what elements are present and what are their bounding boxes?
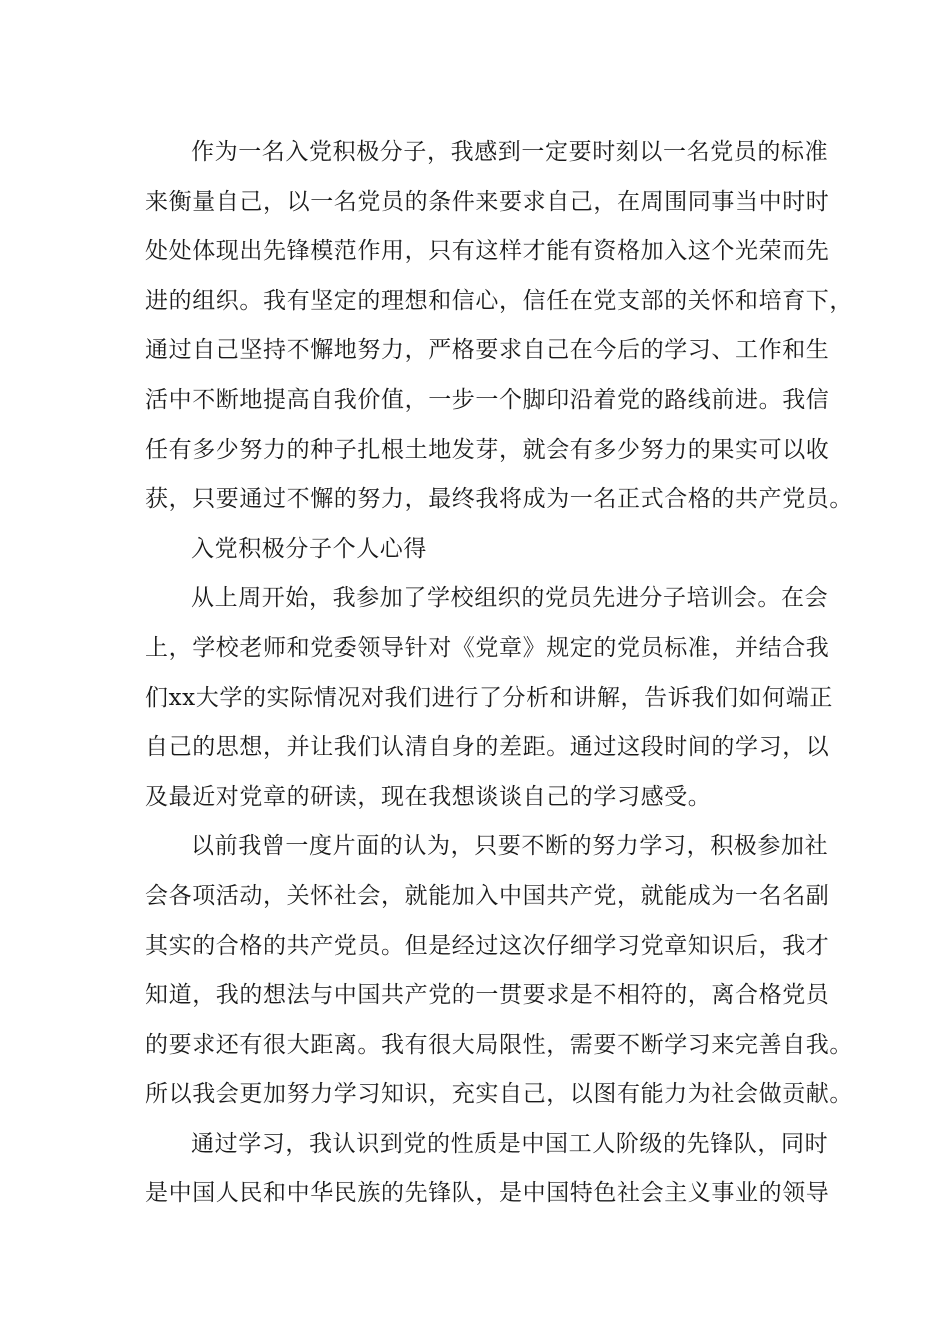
text-line: 上，学校老师和党委领导针对《党章》规定的党员标准，并结合我 (145, 634, 830, 661)
text-line: 来衡量自己，以一名党员的条件来要求自己，在周围同事当中时时 (145, 188, 830, 215)
text-line: 获，只要通过不懈的努力，最终我将成为一名正式合格的共产党员。 (145, 486, 853, 513)
text-line: 活中不断地提高自我价值，一步一个脚印沿着党的路线前进。我信 (145, 386, 830, 413)
text-line: 会各项活动，关怀社会，就能加入中国共产党，就能成为一名名副 (145, 882, 830, 909)
text-line: 作为一名入党积极分子，我感到一定要时刻以一名党员的标准 (191, 139, 829, 165)
text-line: 所以我会更加努力学习知识，充实自己，以图有能力为社会做贡献。 (145, 1081, 853, 1108)
text-line: 处处体现出先锋模范作用，只有这样才能有资格加入这个光荣而先 (145, 238, 830, 265)
text-line: 是中国人民和中华民族的先锋队，是中国特色社会主义事业的领导 (145, 1180, 830, 1207)
section-heading: 入党积极分子个人心得 (191, 535, 427, 562)
text-line: 知道，我的想法与中国共产党的一贯要求是不相符的，离合格党员 (145, 982, 830, 1009)
text-line: 及最近对党章的研读，现在我想谈谈自己的学习感受。 (145, 783, 712, 810)
text-line: 进的组织。我有坚定的理想和信心，信任在党支部的关怀和培育下， (145, 287, 853, 314)
text-line: 通过学习，我认识到党的性质是中国工人阶级的先锋队，同时 (191, 1130, 829, 1157)
text-line: 从上周开始，我参加了学校组织的党员先进分子培训会。在会 (191, 585, 829, 612)
text-line: 以前我曾一度片面的认为，只要不断的努力学习，积极参加社 (191, 833, 829, 860)
text-line: 们xx大学的实际情况对我们进行了分析和讲解，告诉我们如何端正 (145, 684, 833, 711)
text-line: 通过自己坚持不懈地努力，严格要求自己在今后的学习、工作和生 (145, 337, 830, 364)
text-line: 的要求还有很大距离。我有很大局限性，需要不断学习来完善自我。 (145, 1031, 853, 1058)
document-body (145, 128, 853, 1219)
text-line: 任有多少努力的种子扎根土地发芽，就会有多少努力的果实可以收 (145, 436, 830, 463)
text-line: 其实的合格的共产党员。但是经过这次仔细学习党章知识后，我才 (145, 932, 830, 959)
text-line: 自己的思想，并让我们认清自身的差距。通过这段时间的学习，以 (145, 734, 830, 761)
